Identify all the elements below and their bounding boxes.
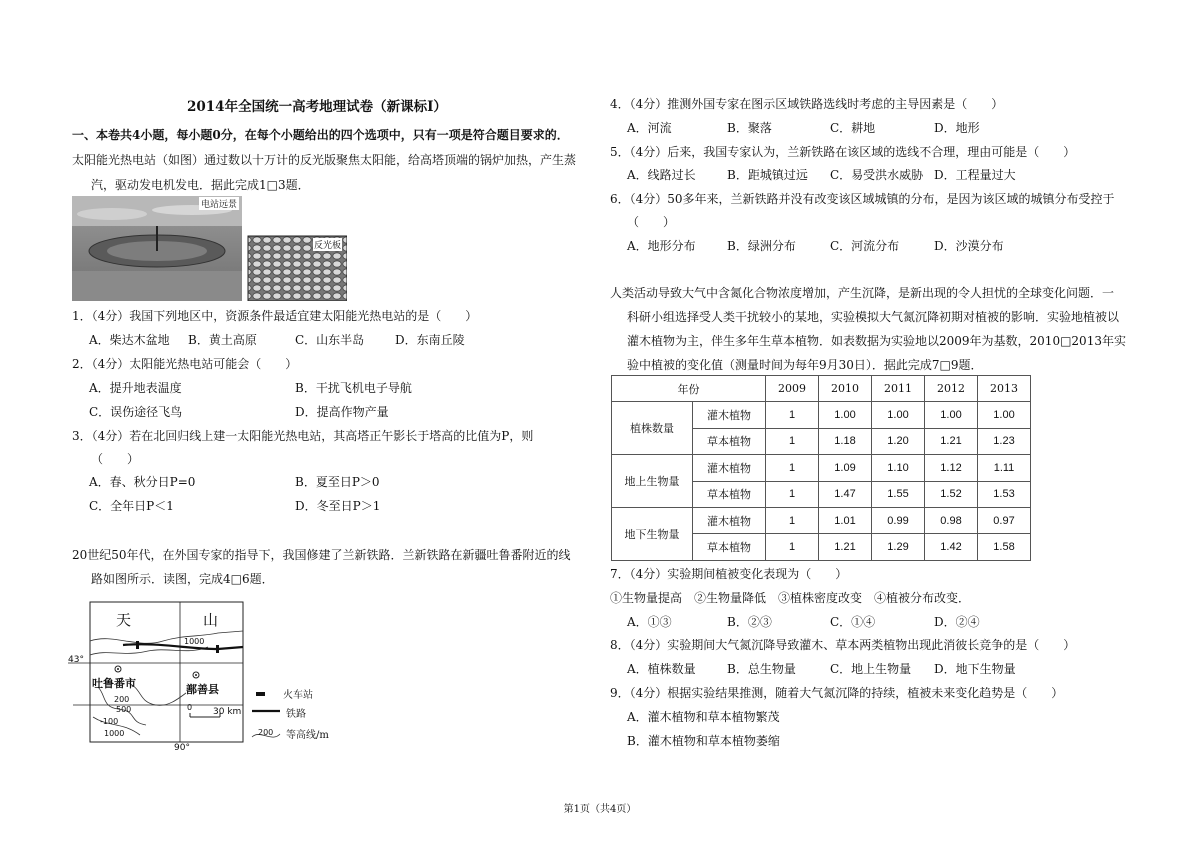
intro-paragraph-3: 人类活动导致大气中含氮化合物浓度增加，产生沉降，是新出现的令人担忧的全球变化问题．一 (610, 286, 1115, 300)
q9-option-b[interactable]: B．灌木植物和草本植物萎缩 (627, 734, 780, 748)
map-scale-label: 30 km (213, 707, 242, 717)
table-cell: 1 (766, 455, 819, 481)
map-lon-label: 90° (174, 743, 190, 753)
table-cell: 1.20 (872, 428, 925, 454)
q7-option-d[interactable]: D．②④ (934, 615, 980, 629)
table-cell: 1 (766, 428, 819, 454)
table-cell: 0.98 (925, 507, 978, 533)
q8-option-b[interactable]: B．总生物量 (727, 662, 796, 676)
table-cell: 1 (766, 507, 819, 533)
map-contour-1000-south: 1000 (104, 729, 125, 738)
map-contour-minus-100: -100 (100, 717, 119, 726)
table-row-type: 草本植物 (693, 534, 766, 560)
q7-option-a[interactable]: A．①③ (627, 615, 672, 629)
legend-contour-label: 等高线/m (286, 730, 329, 741)
question-5-stem: 5．（4分）后来，我国专家认为，兰新铁路在该区域的选线不合理，理由可能是（ ） (610, 145, 1076, 159)
table-header-row (612, 376, 1031, 402)
q7-option-b[interactable]: B．②③ (727, 615, 772, 629)
section-heading: 一、本卷共4小题，每小题0分，在每个小题给出的四个选项中，只有一项是符合题目要求的． (72, 128, 569, 142)
q4-option-b[interactable]: B．聚落 (727, 121, 772, 135)
table-cell: 1.00 (925, 402, 978, 428)
q2-option-d[interactable]: D．提高作物产量 (295, 405, 389, 419)
table-group-label: 地下生物量 (612, 507, 693, 560)
table-cell: 1.00 (819, 402, 872, 428)
q5-option-a[interactable]: A．线路过长 (627, 168, 696, 182)
q5-option-c[interactable]: C．易受洪水威胁 (830, 168, 924, 182)
q9-option-a[interactable]: A．灌木植物和草本植物繁茂 (627, 710, 780, 724)
map-contour-1000-north: 1000 (184, 637, 205, 646)
map-contour-200: 200 (114, 695, 130, 704)
legend-rail-label: 铁路 (286, 709, 306, 720)
q6-option-d[interactable]: D．沙漠分布 (934, 239, 1004, 253)
table-cell: 1.47 (819, 481, 872, 507)
q4-option-d[interactable]: D．地形 (934, 121, 980, 135)
q3-option-d[interactable]: D．冬至日P＞1 (295, 499, 381, 513)
table-cell: 1 (766, 534, 819, 560)
table-cell: 1.01 (819, 507, 872, 533)
table-cell: 1.21 (925, 428, 978, 454)
q1-option-b[interactable]: B．黄土高原 (188, 333, 257, 347)
q1-option-a[interactable]: A．柴达木盆地 (89, 333, 170, 347)
table-row-type: 灌木植物 (693, 507, 766, 533)
table-row-type: 草本植物 (693, 428, 766, 454)
map-label-mountain-2: 山 (203, 611, 219, 629)
intro-paragraph-3: 科研小组选择受人类干扰较小的某地，实验模拟大气氮沉降初期对植被的影响．实验地植被以 (627, 310, 1120, 324)
intro-paragraph-2: 20世纪50年代，在外国专家的指导下，我国修建了兰新铁路．兰新铁路在新疆吐鲁番附近的线 (72, 548, 571, 562)
vegetation-data-table (611, 375, 1031, 561)
page-footer: 第1页（共4页） (563, 804, 637, 815)
q2-option-a[interactable]: A．提升地表温度 (89, 381, 182, 395)
q8-option-a[interactable]: A．植株数量 (627, 662, 696, 676)
table-cell: 1.00 (872, 402, 925, 428)
question-2-stem: 2．（4分）太阳能光热电站可能会（ ） (72, 357, 298, 371)
question-7-stem: 7．（4分）实验期间植被变化表现为（ ） (610, 567, 848, 581)
q3-option-b[interactable]: B．夏至日P＞0 (295, 475, 380, 489)
q5-option-d[interactable]: D．工程量过大 (934, 168, 1016, 182)
legend-station-label: 火车站 (283, 690, 313, 701)
table-header-cell: 2009 (766, 376, 819, 402)
legend-contour-value: 200 (258, 728, 274, 737)
table-header-cell: 2010 (819, 376, 872, 402)
intro-paragraph-3: 验中植被的变化值（测量时间为每年9月30日）．据此完成7□9题． (627, 358, 983, 372)
table-cell: 1.21 (819, 534, 872, 560)
table-row-type: 灌木植物 (693, 402, 766, 428)
question-6-stem-cont: （ ） (627, 215, 676, 229)
map-lat-label: 43° (68, 655, 84, 665)
q6-option-c[interactable]: C．河流分布 (830, 239, 900, 253)
map-contour-500: 500 (116, 705, 132, 714)
intro-paragraph-3: 灌木植物为主，伴生多年生草本植物．如表数据为实验地以2009年为基数，2010□2013年实 (627, 334, 1126, 348)
q4-option-a[interactable]: A．河流 (627, 121, 672, 135)
table-header-cell: 2011 (872, 376, 925, 402)
table-cell: 1 (766, 402, 819, 428)
table-header-cell: 2013 (978, 376, 1031, 402)
q3-option-a[interactable]: A．春、秋分日P=0 (89, 475, 196, 489)
table-cell: 1.53 (978, 481, 1031, 507)
q8-option-c[interactable]: C．地上生物量 (830, 662, 912, 676)
q2-option-c[interactable]: C．误伤途径飞鸟 (89, 405, 183, 419)
table-cell: 1.12 (925, 455, 978, 481)
question-3-stem-cont: （ ） (91, 452, 140, 466)
q3-option-c[interactable]: C．全年日P＜1 (89, 499, 174, 513)
q6-option-b[interactable]: B．绿洲分布 (727, 239, 796, 253)
table-cell: 1.29 (872, 534, 925, 560)
map-scale-zero: 0 (187, 703, 193, 712)
q7-option-c[interactable]: C．①④ (830, 615, 876, 629)
table-cell: 1.55 (872, 481, 925, 507)
table-group-label: 地上生物量 (612, 455, 693, 508)
table-header-year: 年份 (612, 376, 766, 402)
intro-paragraph: 汽，驱动发电机发电．据此完成1□3题． (91, 178, 310, 192)
table-cell: 1.42 (925, 534, 978, 560)
q4-option-c[interactable]: C．耕地 (830, 121, 876, 135)
question-3-stem: 3．（4分）若在北回归线上建一太阳能光热电站，其高塔正午影长于塔高的比值为P，则 (72, 429, 534, 443)
q5-option-b[interactable]: B．距城镇过远 (727, 168, 808, 182)
solar-station-photo (72, 196, 347, 301)
question-6-stem: 6．（4分）50多年来，兰新铁路并没有改变该区域城镇的分布，是因为该区域的城镇分布受控于 (610, 192, 1115, 206)
question-1-stem: 1．（4分）我国下列地区中，资源条件最适宜建太阳能光热电站的是（ ） (72, 309, 478, 323)
table-row (612, 402, 1031, 428)
table-cell: 1.18 (819, 428, 872, 454)
question-4-stem: 4．（4分）推测外国专家在图示区域铁路选线时考虑的主导因素是（ ） (610, 97, 1004, 111)
table-cell: 0.99 (872, 507, 925, 533)
q6-option-a[interactable]: A．地形分布 (627, 239, 696, 253)
table-cell: 0.97 (978, 507, 1031, 533)
table-cell: 1.10 (872, 455, 925, 481)
table-cell: 1.52 (925, 481, 978, 507)
table-group-label: 植株数量 (612, 402, 693, 455)
railway-map (68, 597, 348, 752)
question-7-choices: ①生物量提高 ②生物量降低 ③植株密度改变 ④植被分布改变． (610, 591, 971, 605)
photo-label-mirror: 反光板 (313, 238, 342, 251)
map-city-shanshan: 鄯善县 (186, 683, 219, 696)
intro-paragraph: 太阳能光热电站（如图）通过数以十万计的反光版聚焦太阳能，给高塔顶端的锅炉加热，产生蒸 (72, 153, 577, 167)
table-cell: 1.00 (978, 402, 1031, 428)
table-cell: 1.09 (819, 455, 872, 481)
table-row (612, 507, 1031, 533)
table-cell: 1.23 (978, 428, 1031, 454)
table-row (612, 455, 1031, 481)
table-row-type: 草本植物 (693, 481, 766, 507)
table-cell: 1.11 (978, 455, 1031, 481)
table-cell: 1.58 (978, 534, 1031, 560)
exam-title: 2014年全国统一高考地理试卷（新课标I） (187, 99, 447, 115)
map-label-mountain-1: 天 (116, 611, 132, 629)
photo-label-station: 电站远景 (199, 197, 239, 210)
q8-option-d[interactable]: D．地下生物量 (934, 662, 1016, 676)
table-header-cell: 2012 (925, 376, 978, 402)
question-9-stem: 9．（4分）根据实验结果推测，随着大气氮沉降的持续，植被未来变化趋势是（ ） (610, 686, 1064, 700)
table-cell: 1 (766, 481, 819, 507)
q2-option-b[interactable]: B．干扰飞机电子导航 (295, 381, 412, 395)
map-city-turpan: 吐鲁番市 (92, 677, 136, 690)
q1-option-c[interactable]: C．山东半岛 (295, 333, 365, 347)
q1-option-d[interactable]: D．东南丘陵 (395, 333, 465, 347)
table-row-type: 灌木植物 (693, 455, 766, 481)
question-8-stem: 8．（4分）实验期间大气氮沉降导致灌木、草本两类植物出现此消彼长竞争的是（ ） (610, 638, 1076, 652)
intro-paragraph-2: 路如图所示．读图，完成4□6题． (91, 572, 274, 586)
